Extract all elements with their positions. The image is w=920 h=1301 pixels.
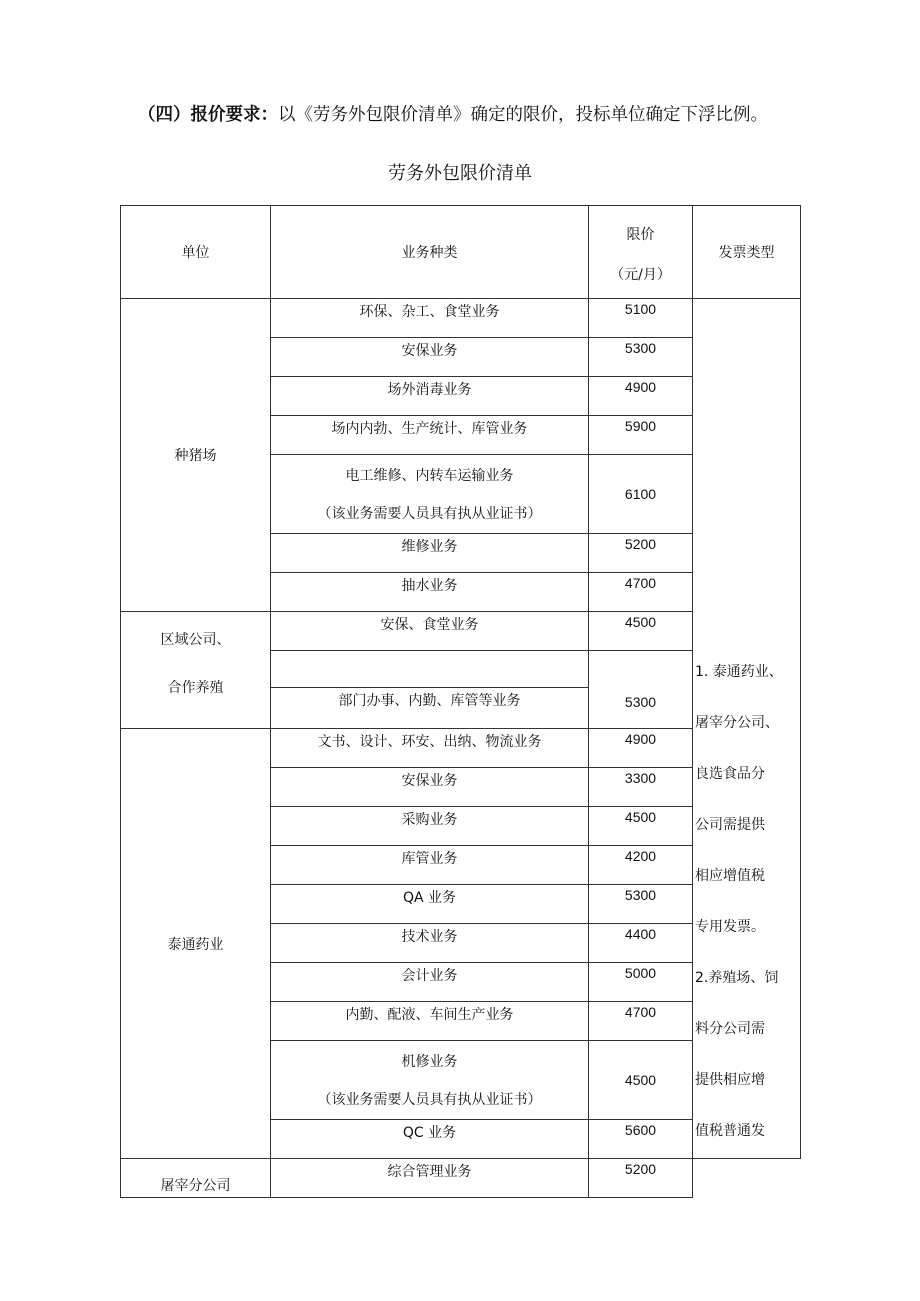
service-name: 电工维修、内转车运输业务	[345, 468, 514, 484]
service-cell: 场外消毒业务	[271, 377, 589, 416]
price-cell: 5100	[589, 299, 693, 338]
price-cell: 5200	[589, 534, 693, 573]
table-row	[121, 299, 801, 338]
price-cell: 5600	[589, 1120, 693, 1159]
service-cell: QC 业务	[271, 1120, 589, 1159]
service-cell: 文书、设计、环安、出纳、物流业务	[271, 729, 589, 768]
table-row	[121, 1159, 801, 1198]
price-cell: 5000	[589, 963, 693, 1002]
invoice-line: 值税普通发	[695, 1123, 765, 1139]
price-cell: 6100	[589, 455, 693, 534]
price-cell: 3300	[589, 768, 693, 807]
service-cell: 综合管理业务	[271, 1159, 589, 1198]
price-cell: 4700	[589, 1002, 693, 1041]
unit-regional-line1: 区域公司、	[160, 632, 231, 648]
invoice-line: 屠宰分公司、	[695, 715, 779, 731]
header-price-line2: （元/月）	[610, 267, 671, 283]
price-cell: 4700	[589, 573, 693, 612]
service-cell: 会计业务	[271, 963, 589, 1002]
service-cell: 库管业务	[271, 846, 589, 885]
service-cell: 维修业务	[271, 534, 589, 573]
invoice-line: 1. 泰通药业、	[695, 664, 783, 680]
service-cell: 部门办事、内勤、库管等业务	[271, 688, 589, 729]
service-cell: 安保业务	[271, 768, 589, 807]
header-unit: 单位	[121, 206, 271, 299]
table-title: 劳务外包限价清单	[388, 163, 532, 184]
empty-service-cell	[271, 651, 589, 688]
unit-regional-company	[121, 612, 271, 729]
price-cell: 5900	[589, 416, 693, 455]
service-cell	[271, 1041, 589, 1120]
service-cell: 安保业务	[271, 338, 589, 377]
unit-pig-farm: 种猪场	[121, 299, 271, 612]
invoice-line: 提供相应增	[695, 1072, 765, 1088]
service-note: （该业务需要人员具有执从业证书）	[317, 1092, 542, 1108]
unit-slaughter: 屠宰分公司	[121, 1159, 271, 1198]
header-price-line1: 限价	[626, 227, 655, 243]
service-cell: QA 业务	[271, 885, 589, 924]
price-cell: 4900	[589, 729, 693, 768]
price-cell: 4500	[589, 1041, 693, 1120]
price-requirement-label: （四）报价要求：	[138, 105, 278, 125]
price-requirement-text: 以《劳务外包限价清单》确定的限价，投标单位确定下浮比例。	[278, 105, 768, 125]
price-cell: 4900	[589, 377, 693, 416]
header-price	[589, 206, 693, 299]
price-cell: 5300	[589, 651, 693, 729]
price-cell: 4500	[589, 807, 693, 846]
price-cell: 4500	[589, 612, 693, 651]
invoice-line: 料分公司需	[695, 1021, 765, 1037]
service-cell: 场内内勃、生产统计、库管业务	[271, 416, 589, 455]
invoice-type-text	[693, 299, 800, 1157]
price-cell: 5300	[589, 338, 693, 377]
table-header-row	[121, 206, 801, 299]
price-cell: 5300	[589, 885, 693, 924]
service-cell: 技术业务	[271, 924, 589, 963]
invoice-line: 2.养殖场、饲	[695, 970, 779, 986]
invoice-type-cell	[693, 299, 801, 1159]
invoice-line: 专用发票。	[695, 919, 765, 935]
service-cell: 抽水业务	[271, 573, 589, 612]
unit-taitong: 泰通药业	[121, 729, 271, 1159]
service-cell: 安保、食堂业务	[271, 612, 589, 651]
price-requirement-paragraph	[138, 101, 838, 126]
invoice-line: 公司需提供	[695, 817, 765, 833]
invoice-line: 良选食品分	[695, 766, 765, 782]
service-note: （该业务需要人员具有执从业证书）	[317, 506, 542, 522]
service-cell	[271, 455, 589, 534]
header-service: 业务种类	[271, 206, 589, 299]
service-cell: 采购业务	[271, 807, 589, 846]
service-cell: 内勤、配液、车间生产业务	[271, 1002, 589, 1041]
price-cell: 5200	[589, 1159, 693, 1198]
unit-regional-line2: 合作养殖	[167, 680, 224, 696]
service-cell: 环保、杂工、食堂业务	[271, 299, 589, 338]
price-limit-table	[120, 205, 801, 1198]
price-cell: 4400	[589, 924, 693, 963]
header-invoice: 发票类型	[693, 206, 801, 299]
invoice-line: 相应增值税	[695, 868, 765, 884]
service-name: 机修业务	[401, 1054, 458, 1070]
price-cell: 4200	[589, 846, 693, 885]
